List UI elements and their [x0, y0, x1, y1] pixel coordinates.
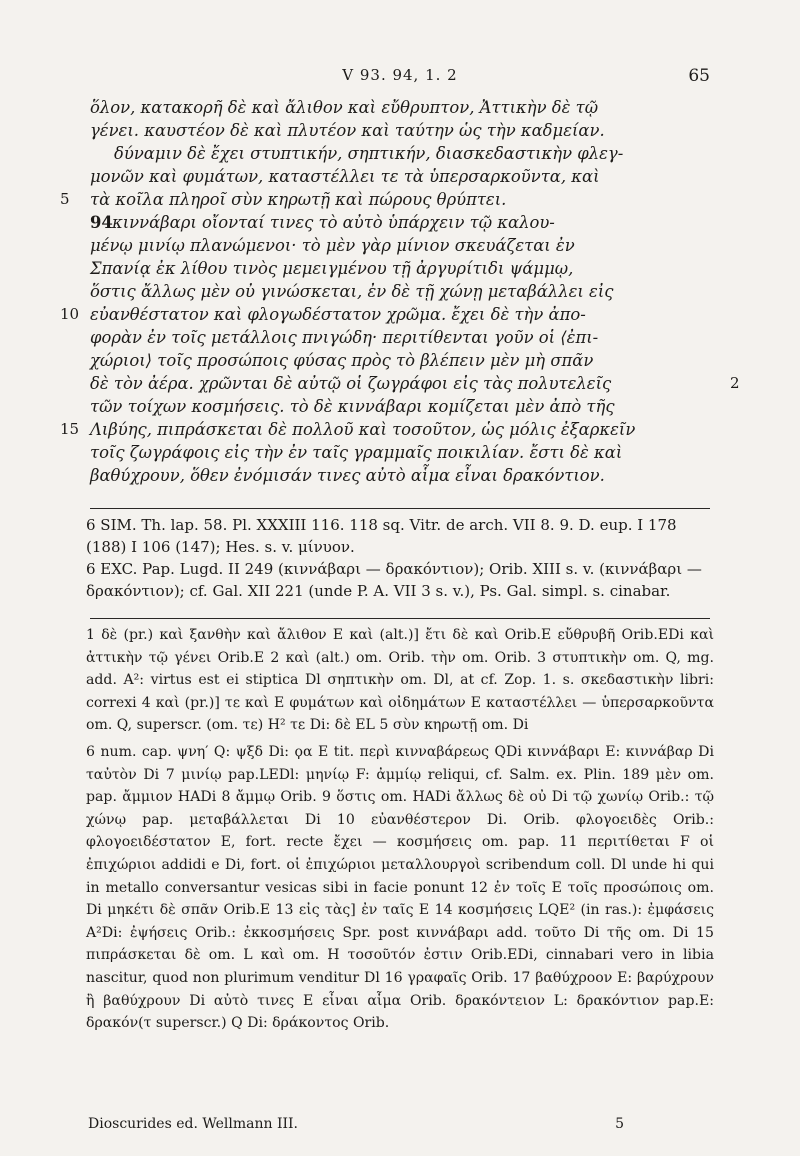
line-text: τὰ κοῖλα πληροῖ σὺν κηρωτῇ καὶ πώρους θρύπτει.	[90, 190, 507, 209]
line-text: δύναμιν δὲ ἔχει στυπτικήν, σηπτικήν, διασκεδαστικὴν φλεγ-	[114, 144, 624, 163]
text-line	[60, 464, 760, 487]
text-line	[60, 188, 760, 211]
source-note: 6 SIM. Th. lap. 58. Pl. XXXIII 116. 118 sq. Vitr. de arch. VII 8. 9. D. eup. I 178 (188) I 106 (147); Hes. s. v. μίνυον.	[86, 516, 677, 556]
line-text: δὲ τὸν ἀέρα. χρῶνται δὲ αὐτῷ οἱ ζωγράφοι εἰς τὰς πολυτελεῖς	[90, 374, 612, 393]
line-number: 15	[60, 420, 80, 438]
line-text: ὅστις ἄλλως μὲν οὐ γινώσκεται, ἐν δὲ τῇ χώνῃ μεταβάλλει εἰς	[90, 282, 614, 301]
text-line	[60, 418, 760, 441]
apparatus-paragraph: 6 num. cap. ψνη′ Q: ψξδ Di: ϙα E tit. περὶ κινναβάρεως QDi κιννάβαρι E: κιννάβαρ Di ταὐτὸν Di 7 μινίῳ pap.LEDl: μηνίῳ F: ἀμμίῳ reliqui, cf. Salm. ex. Plin. 189 μὲν om. pap. ἄμμιον HADi 8 ἄμμῳ Orib. 9 ὅστις om. HADi ἄλλως δὲ οὐ Di τῷ χωνίῳ Orib.: τῷ χώνῳ pap. μεταβάλλεται Di 10 εὐανθέστερον Di. Orib. φλογοειδὲς Orib.: φλογοειδέστατον E, fort. recte ἔχει — κοσμήσεις om. pap. 11 περιτίθεται F οἱ ἐπιχώριοι addidi e Di, fort. οἱ ἐπιχώριοι μεταλλουργοὶ scribendum coll. Dl unde hi qui in metallo conversantur vesicas sibi in facie ponunt 12 ἐν τοῖς E τοῖς προσώποις om. Di μηκέτι δὲ σπᾶν Orib.E 13 εἰς τὰς] ἐν ταῖς E 14 κοσμήσεις LQE² (in ras.): ἐμφάσεις A²Di: ἐψήσεις Orib.: ἐκκοσμήσεις Spr. post κιννάβαρι add. τοῦτο Di τῆς om. Di 15 πιπράσκεται δὲ om. L καὶ om. H τοσοῦτόν ἐστιν Orib.EDi, cinnabari vero in libia nascitur, quod non plurimum venditur Dl 16 γραφαῖς Orib. 17 βαθύχροον E: βαρύχρουν ἢ βαθύχρουν Di αὐτὸ τινες E εἶναι αἷμα Orib. δρακόντειον L: δρακόντιον pap.E: δρακόν(τ superscr.) Q Di: δράκοντος Orib.	[86, 743, 714, 1032]
footer-edition: Dioscurides ed. Wellmann III.	[88, 1116, 299, 1132]
text-line	[60, 234, 760, 257]
margin-reference: 2	[730, 374, 740, 392]
apparatus-paragraph: 1 δὲ (pr.) καὶ ξανθὴν καὶ ἄλιθον E καὶ (alt.)] ἔτι δὲ καὶ Orib.E εὔθρυβῆ Orib.EDi καὶ ἀττικὴν τῷ γένει Orib.E 2 καὶ (alt.) om. Orib. τὴν om. Orib. 3 στυπτικὴν om. Q, mg. add. A²: virtus est ei stiptica Dl σηπτικὴν om. Dl, at cf. Zop. 1. s. σκεδαστικὴν libri: correxi 4 καὶ (pr.)] τε καὶ E φυμάτων καὶ οἰδημάτων E καταστέλλει — ὑπερσαρκοῦντα om. Q, superscr. (om. τε) H² τε Di: δὲ EL 5 σὺν κηρωτῇ om. Di	[86, 627, 714, 734]
line-text: εὐανθέστατον καὶ φλογωδέστατον χρῶμα. ἔχει δὲ τὴν ἀπο-	[90, 305, 586, 324]
line-text: κιννάβαρι οἴονταί τινες τὸ αὐτὸ ὑπάρχειν τῷ καλου-	[112, 213, 555, 232]
page-number: 65	[688, 66, 710, 86]
footer-signature: 5	[615, 1116, 624, 1132]
line-text: τοῖς ζωγράφοις εἰς τὴν ἐν ταῖς γραμμαῖς ποικιλίαν. ἔστι δὲ καὶ	[90, 443, 623, 462]
text-line	[60, 303, 760, 326]
chapter-number: 94	[90, 213, 113, 232]
line-text: γένει. καυστέον δὲ καὶ πλυτέον καὶ ταύτην ὡς τὴν καδμείαν.	[90, 121, 605, 140]
main-text	[60, 96, 760, 487]
text-line	[60, 142, 760, 165]
critical-apparatus	[86, 624, 714, 1035]
line-text: φορὰν ἐν τοῖς μετάλλοις πνιγώδη· περιτίθενται γοῦν οἱ ⟨ἐπι-	[90, 328, 599, 347]
line-text: χώριοι⟩ τοῖς προσώποις φύσας πρὸς τὸ βλέπειν μὲν μὴ σπᾶν	[90, 351, 594, 370]
text-line	[60, 395, 760, 418]
line-number: 5	[60, 190, 70, 208]
line-text: τῶν τοίχων κοσμήσεις. τὸ δὲ κιννάβαρι κομίζεται μὲν ἀπὸ τῆς	[90, 397, 615, 416]
line-text: μένῳ μινίῳ πλανώμενοι· τὸ μὲν γὰρ μίνιον σκευάζεται ἐν	[90, 236, 575, 255]
text-line	[60, 280, 760, 303]
sources-apparatus	[86, 514, 714, 602]
text-line	[60, 211, 760, 234]
apparatus-divider	[90, 618, 710, 619]
text-line	[60, 165, 760, 188]
source-divider	[90, 508, 710, 509]
line-text: ὅλον, κατακορῆ δὲ καὶ ἄλιθον καὶ εὔθρυπτον, Ἀττικὴν δὲ τῷ	[90, 98, 599, 117]
line-text: μονῶν καὶ φυμάτων, καταστέλλει τε τὰ ὑπερσαρκοῦντα, καὶ	[90, 167, 600, 186]
page-footer	[88, 1116, 708, 1136]
text-line	[60, 349, 760, 372]
page-header	[90, 66, 710, 88]
line-text: Σπανίᾳ ἐκ λίθου τινὸς μεμειγμένου τῇ ἀργυρίτιδι ψάμμῳ,	[90, 259, 574, 278]
source-note: 6 EXC. Pap. Lugd. II 249 (κιννάβαρι — δρακόντιον); Orib. XIII s. v. (κιννάβαρι — δρακόντιον); cf. Gal. XII 221 (unde P. A. VII 3 s. v.), Ps. Gal. simpl. s. cinabar.	[86, 560, 702, 600]
running-head: V 93. 94, 1. 2	[342, 66, 458, 84]
line-text: Λιβύης, πιπράσκεται δὲ πολλοῦ καὶ τοσοῦτον, ὡς μόλις ἐξαρκεῖν	[90, 420, 636, 439]
text-line	[60, 372, 760, 395]
text-line	[60, 441, 760, 464]
line-number: 10	[60, 305, 80, 323]
line-text: βαθύχρουν, ὅθεν ἐνόμισάν τινες αὐτὸ αἷμα εἶναι δρακόντιον.	[90, 466, 605, 485]
text-line	[60, 96, 760, 119]
text-line	[60, 119, 760, 142]
text-line	[60, 257, 760, 280]
text-line	[60, 326, 760, 349]
